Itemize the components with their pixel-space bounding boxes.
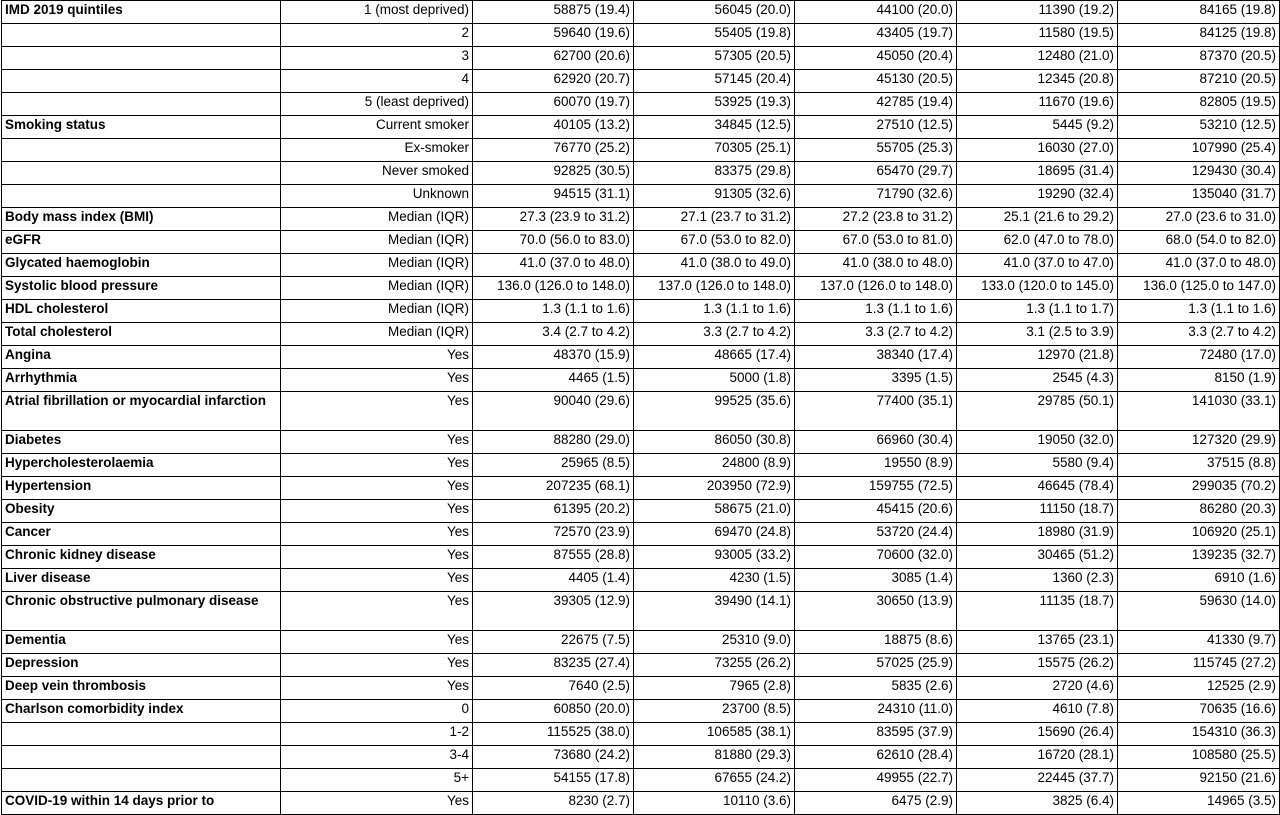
value-cell: 58875 (19.4) — [473, 1, 634, 24]
variable-label: Angina — [2, 346, 281, 369]
category-label: 1 (most deprived) — [281, 1, 473, 24]
value-cell: 60850 (20.0) — [473, 700, 634, 723]
value-cell: 4610 (7.8) — [957, 700, 1118, 723]
category-label: Current smoker — [281, 116, 473, 139]
value-cell: 73680 (24.2) — [473, 746, 634, 769]
variable-label: Hypercholesterolaemia — [2, 454, 281, 477]
category-label: 4 — [281, 70, 473, 93]
value-cell: 5835 (2.6) — [795, 677, 957, 700]
value-cell: 45130 (20.5) — [795, 70, 957, 93]
table-row — [2, 1, 1280, 24]
table-row — [2, 431, 1280, 454]
value-cell: 19550 (8.9) — [795, 454, 957, 477]
value-cell: 1.3 (1.1 to 1.7) — [957, 300, 1118, 323]
table-row — [2, 769, 1280, 792]
value-cell: 3.3 (2.7 to 4.2) — [634, 323, 795, 346]
category-label: Yes — [281, 592, 473, 631]
value-cell: 56045 (20.0) — [634, 1, 795, 24]
variable-label — [2, 769, 281, 792]
value-cell: 92825 (30.5) — [473, 162, 634, 185]
value-cell: 133.0 (120.0 to 145.0) — [957, 277, 1118, 300]
value-cell: 2545 (4.3) — [957, 369, 1118, 392]
category-label: 2 — [281, 24, 473, 47]
variable-label: Body mass index (BMI) — [2, 208, 281, 231]
value-cell: 15575 (26.2) — [957, 654, 1118, 677]
value-cell: 127320 (29.9) — [1118, 431, 1280, 454]
variable-label: Hypertension — [2, 477, 281, 500]
value-cell: 83595 (37.9) — [795, 723, 957, 746]
value-cell: 11580 (19.5) — [957, 24, 1118, 47]
value-cell: 1.3 (1.1 to 1.6) — [795, 300, 957, 323]
value-cell: 59640 (19.6) — [473, 24, 634, 47]
value-cell: 53210 (12.5) — [1118, 116, 1280, 139]
category-label: Yes — [281, 654, 473, 677]
value-cell: 7965 (2.8) — [634, 677, 795, 700]
category-label: Median (IQR) — [281, 277, 473, 300]
value-cell: 69470 (24.8) — [634, 523, 795, 546]
value-cell: 7640 (2.5) — [473, 677, 634, 700]
table-row — [2, 569, 1280, 592]
value-cell: 27.1 (23.7 to 31.2) — [634, 208, 795, 231]
value-cell: 24800 (8.9) — [634, 454, 795, 477]
category-label: Yes — [281, 792, 473, 815]
value-cell: 41.0 (38.0 to 49.0) — [634, 254, 795, 277]
table-row — [2, 700, 1280, 723]
value-cell: 53925 (19.3) — [634, 93, 795, 116]
value-cell: 18695 (31.4) — [957, 162, 1118, 185]
value-cell: 12345 (20.8) — [957, 70, 1118, 93]
variable-label: Obesity — [2, 500, 281, 523]
value-cell: 141030 (33.1) — [1118, 392, 1280, 431]
value-cell: 16720 (28.1) — [957, 746, 1118, 769]
value-cell: 67.0 (53.0 to 82.0) — [634, 231, 795, 254]
table-row — [2, 523, 1280, 546]
table-row — [2, 723, 1280, 746]
value-cell: 1.3 (1.1 to 1.6) — [473, 300, 634, 323]
value-cell: 70635 (16.6) — [1118, 700, 1280, 723]
value-cell: 41.0 (38.0 to 48.0) — [795, 254, 957, 277]
value-cell: 25.1 (21.6 to 29.2) — [957, 208, 1118, 231]
value-cell: 66960 (30.4) — [795, 431, 957, 454]
value-cell: 3.4 (2.7 to 4.2) — [473, 323, 634, 346]
table-row — [2, 300, 1280, 323]
value-cell: 57305 (20.5) — [634, 47, 795, 70]
value-cell: 90040 (29.6) — [473, 392, 634, 431]
value-cell: 83375 (29.8) — [634, 162, 795, 185]
value-cell: 14965 (3.5) — [1118, 792, 1280, 815]
value-cell: 39490 (14.1) — [634, 592, 795, 631]
category-label: Median (IQR) — [281, 323, 473, 346]
category-label: Yes — [281, 631, 473, 654]
value-cell: 12970 (21.8) — [957, 346, 1118, 369]
value-cell: 59630 (14.0) — [1118, 592, 1280, 631]
value-cell: 62700 (20.6) — [473, 47, 634, 70]
value-cell: 62610 (28.4) — [795, 746, 957, 769]
value-cell: 3.3 (2.7 to 4.2) — [1118, 323, 1280, 346]
value-cell: 3825 (6.4) — [957, 792, 1118, 815]
value-cell: 3085 (1.4) — [795, 569, 957, 592]
value-cell: 61395 (20.2) — [473, 500, 634, 523]
category-label: 3-4 — [281, 746, 473, 769]
variable-label: Dementia — [2, 631, 281, 654]
value-cell: 4405 (1.4) — [473, 569, 634, 592]
table-row — [2, 369, 1280, 392]
table-row — [2, 500, 1280, 523]
baseline-characteristics-table — [1, 0, 1280, 815]
category-label: Median (IQR) — [281, 231, 473, 254]
value-cell: 159755 (72.5) — [795, 477, 957, 500]
table-row — [2, 277, 1280, 300]
value-cell: 55405 (19.8) — [634, 24, 795, 47]
table-row — [2, 162, 1280, 185]
variable-label: HDL cholesterol — [2, 300, 281, 323]
value-cell: 68.0 (54.0 to 82.0) — [1118, 231, 1280, 254]
value-cell: 93005 (33.2) — [634, 546, 795, 569]
value-cell: 115745 (27.2) — [1118, 654, 1280, 677]
category-label: Yes — [281, 392, 473, 431]
value-cell: 299035 (70.2) — [1118, 477, 1280, 500]
value-cell: 3395 (1.5) — [795, 369, 957, 392]
value-cell: 72570 (23.9) — [473, 523, 634, 546]
value-cell: 154310 (36.3) — [1118, 723, 1280, 746]
value-cell: 135040 (31.7) — [1118, 185, 1280, 208]
value-cell: 86280 (20.3) — [1118, 500, 1280, 523]
variable-label: Cancer — [2, 523, 281, 546]
value-cell: 76770 (25.2) — [473, 139, 634, 162]
category-label: Ex-smoker — [281, 139, 473, 162]
category-label: 5 (least deprived) — [281, 93, 473, 116]
category-label: Yes — [281, 569, 473, 592]
table-row — [2, 392, 1280, 431]
value-cell: 4230 (1.5) — [634, 569, 795, 592]
table-body — [2, 1, 1280, 815]
category-label: Yes — [281, 546, 473, 569]
value-cell: 18875 (8.6) — [795, 631, 957, 654]
value-cell: 48370 (15.9) — [473, 346, 634, 369]
value-cell: 73255 (26.2) — [634, 654, 795, 677]
value-cell: 42785 (19.4) — [795, 93, 957, 116]
table-row — [2, 231, 1280, 254]
table-row — [2, 631, 1280, 654]
variable-label — [2, 93, 281, 116]
value-cell: 92150 (21.6) — [1118, 769, 1280, 792]
value-cell: 45415 (20.6) — [795, 500, 957, 523]
value-cell: 24310 (11.0) — [795, 700, 957, 723]
category-label: Yes — [281, 454, 473, 477]
table-row — [2, 477, 1280, 500]
category-label: Yes — [281, 523, 473, 546]
value-cell: 29785 (50.1) — [957, 392, 1118, 431]
value-cell: 203950 (72.9) — [634, 477, 795, 500]
category-label: Yes — [281, 477, 473, 500]
value-cell: 5445 (9.2) — [957, 116, 1118, 139]
value-cell: 30650 (13.9) — [795, 592, 957, 631]
value-cell: 12525 (2.9) — [1118, 677, 1280, 700]
value-cell: 3.3 (2.7 to 4.2) — [795, 323, 957, 346]
value-cell: 16030 (27.0) — [957, 139, 1118, 162]
value-cell: 27.2 (23.8 to 31.2) — [795, 208, 957, 231]
value-cell: 136.0 (126.0 to 148.0) — [473, 277, 634, 300]
value-cell: 55705 (25.3) — [795, 139, 957, 162]
value-cell: 60070 (19.7) — [473, 93, 634, 116]
table-row — [2, 346, 1280, 369]
variable-label: Liver disease — [2, 569, 281, 592]
variable-label — [2, 47, 281, 70]
variable-label: eGFR — [2, 231, 281, 254]
value-cell: 70305 (25.1) — [634, 139, 795, 162]
table-row — [2, 654, 1280, 677]
variable-label — [2, 723, 281, 746]
value-cell: 19050 (32.0) — [957, 431, 1118, 454]
table-row — [2, 254, 1280, 277]
value-cell: 8150 (1.9) — [1118, 369, 1280, 392]
value-cell: 41.0 (37.0 to 47.0) — [957, 254, 1118, 277]
category-label: Median (IQR) — [281, 300, 473, 323]
value-cell: 30465 (51.2) — [957, 546, 1118, 569]
value-cell: 137.0 (126.0 to 148.0) — [795, 277, 957, 300]
value-cell: 38340 (17.4) — [795, 346, 957, 369]
category-label: Yes — [281, 500, 473, 523]
variable-label: Chronic obstructive pulmonary disease — [2, 592, 281, 631]
value-cell: 67655 (24.2) — [634, 769, 795, 792]
value-cell: 25965 (8.5) — [473, 454, 634, 477]
value-cell: 6475 (2.9) — [795, 792, 957, 815]
value-cell: 12480 (21.0) — [957, 47, 1118, 70]
value-cell: 19290 (32.4) — [957, 185, 1118, 208]
category-label: 5+ — [281, 769, 473, 792]
table-row — [2, 592, 1280, 631]
value-cell: 34845 (12.5) — [634, 116, 795, 139]
value-cell: 27510 (12.5) — [795, 116, 957, 139]
table-row — [2, 208, 1280, 231]
category-label: Median (IQR) — [281, 254, 473, 277]
value-cell: 27.0 (23.6 to 31.0) — [1118, 208, 1280, 231]
value-cell: 87210 (20.5) — [1118, 70, 1280, 93]
variable-label — [2, 139, 281, 162]
value-cell: 18980 (31.9) — [957, 523, 1118, 546]
variable-label: Arrhythmia — [2, 369, 281, 392]
value-cell: 5000 (1.8) — [634, 369, 795, 392]
variable-label: Chronic kidney disease — [2, 546, 281, 569]
table-row — [2, 70, 1280, 93]
value-cell: 70600 (32.0) — [795, 546, 957, 569]
variable-label — [2, 24, 281, 47]
variable-label: Diabetes — [2, 431, 281, 454]
value-cell: 43405 (19.7) — [795, 24, 957, 47]
value-cell: 23700 (8.5) — [634, 700, 795, 723]
value-cell: 8230 (2.7) — [473, 792, 634, 815]
value-cell: 115525 (38.0) — [473, 723, 634, 746]
value-cell: 88280 (29.0) — [473, 431, 634, 454]
variable-label — [2, 70, 281, 93]
value-cell: 27.3 (23.9 to 31.2) — [473, 208, 634, 231]
value-cell: 82805 (19.5) — [1118, 93, 1280, 116]
value-cell: 84165 (19.8) — [1118, 1, 1280, 24]
variable-label: Depression — [2, 654, 281, 677]
variable-label: Charlson comorbidity index — [2, 700, 281, 723]
value-cell: 41.0 (37.0 to 48.0) — [473, 254, 634, 277]
value-cell: 2720 (4.6) — [957, 677, 1118, 700]
value-cell: 65470 (29.7) — [795, 162, 957, 185]
table-row — [2, 116, 1280, 139]
value-cell: 1.3 (1.1 to 1.6) — [634, 300, 795, 323]
value-cell: 67.0 (53.0 to 81.0) — [795, 231, 957, 254]
value-cell: 48665 (17.4) — [634, 346, 795, 369]
value-cell: 3.1 (2.5 to 3.9) — [957, 323, 1118, 346]
value-cell: 72480 (17.0) — [1118, 346, 1280, 369]
table-row — [2, 546, 1280, 569]
table-row — [2, 93, 1280, 116]
value-cell: 71790 (32.6) — [795, 185, 957, 208]
value-cell: 81880 (29.3) — [634, 746, 795, 769]
value-cell: 49955 (22.7) — [795, 769, 957, 792]
value-cell: 86050 (30.8) — [634, 431, 795, 454]
variable-label — [2, 746, 281, 769]
value-cell: 53720 (24.4) — [795, 523, 957, 546]
value-cell: 11150 (18.7) — [957, 500, 1118, 523]
value-cell: 139235 (32.7) — [1118, 546, 1280, 569]
category-label: Never smoked — [281, 162, 473, 185]
value-cell: 44100 (20.0) — [795, 1, 957, 24]
category-label: 0 — [281, 700, 473, 723]
value-cell: 45050 (20.4) — [795, 47, 957, 70]
value-cell: 54155 (17.8) — [473, 769, 634, 792]
category-label: Yes — [281, 431, 473, 454]
variable-label: IMD 2019 quintiles — [2, 1, 281, 24]
variable-label — [2, 185, 281, 208]
value-cell: 99525 (35.6) — [634, 392, 795, 431]
value-cell: 1.3 (1.1 to 1.6) — [1118, 300, 1280, 323]
category-label: Yes — [281, 346, 473, 369]
value-cell: 1360 (2.3) — [957, 569, 1118, 592]
category-label: 1-2 — [281, 723, 473, 746]
value-cell: 83235 (27.4) — [473, 654, 634, 677]
category-label: Yes — [281, 369, 473, 392]
table-row — [2, 746, 1280, 769]
value-cell: 136.0 (125.0 to 147.0) — [1118, 277, 1280, 300]
value-cell: 11135 (18.7) — [957, 592, 1118, 631]
variable-label: Systolic blood pressure — [2, 277, 281, 300]
value-cell: 10110 (3.6) — [634, 792, 795, 815]
variable-label: Atrial fibrillation or myocardial infarction — [2, 392, 281, 431]
value-cell: 22675 (7.5) — [473, 631, 634, 654]
value-cell: 6910 (1.6) — [1118, 569, 1280, 592]
variable-label: COVID-19 within 14 days prior to — [2, 792, 281, 815]
value-cell: 13765 (23.1) — [957, 631, 1118, 654]
value-cell: 37515 (8.8) — [1118, 454, 1280, 477]
value-cell: 94515 (31.1) — [473, 185, 634, 208]
value-cell: 107990 (25.4) — [1118, 139, 1280, 162]
value-cell: 62.0 (47.0 to 78.0) — [957, 231, 1118, 254]
value-cell: 57025 (25.9) — [795, 654, 957, 677]
value-cell: 106585 (38.1) — [634, 723, 795, 746]
table-row — [2, 24, 1280, 47]
value-cell: 15690 (26.4) — [957, 723, 1118, 746]
value-cell: 87370 (20.5) — [1118, 47, 1280, 70]
value-cell: 87555 (28.8) — [473, 546, 634, 569]
table-row — [2, 139, 1280, 162]
value-cell: 106920 (25.1) — [1118, 523, 1280, 546]
value-cell: 41.0 (37.0 to 48.0) — [1118, 254, 1280, 277]
value-cell: 137.0 (126.0 to 148.0) — [634, 277, 795, 300]
value-cell: 11670 (19.6) — [957, 93, 1118, 116]
value-cell: 70.0 (56.0 to 83.0) — [473, 231, 634, 254]
value-cell: 41330 (9.7) — [1118, 631, 1280, 654]
category-label: Median (IQR) — [281, 208, 473, 231]
value-cell: 46645 (78.4) — [957, 477, 1118, 500]
value-cell: 11390 (19.2) — [957, 1, 1118, 24]
value-cell: 207235 (68.1) — [473, 477, 634, 500]
variable-label — [2, 162, 281, 185]
value-cell: 108580 (25.5) — [1118, 746, 1280, 769]
value-cell: 22445 (37.7) — [957, 769, 1118, 792]
variable-label: Glycated haemoglobin — [2, 254, 281, 277]
category-label: Yes — [281, 677, 473, 700]
value-cell: 57145 (20.4) — [634, 70, 795, 93]
value-cell: 91305 (32.6) — [634, 185, 795, 208]
table-row — [2, 454, 1280, 477]
value-cell: 77400 (35.1) — [795, 392, 957, 431]
table-row — [2, 677, 1280, 700]
category-label: Unknown — [281, 185, 473, 208]
variable-label: Deep vein thrombosis — [2, 677, 281, 700]
value-cell: 5580 (9.4) — [957, 454, 1118, 477]
value-cell: 84125 (19.8) — [1118, 24, 1280, 47]
table-row — [2, 792, 1280, 815]
value-cell: 4465 (1.5) — [473, 369, 634, 392]
value-cell: 58675 (21.0) — [634, 500, 795, 523]
table-row — [2, 185, 1280, 208]
variable-label: Smoking status — [2, 116, 281, 139]
category-label: 3 — [281, 47, 473, 70]
value-cell: 25310 (9.0) — [634, 631, 795, 654]
value-cell: 39305 (12.9) — [473, 592, 634, 631]
table-row — [2, 323, 1280, 346]
variable-label: Total cholesterol — [2, 323, 281, 346]
value-cell: 129430 (30.4) — [1118, 162, 1280, 185]
value-cell: 40105 (13.2) — [473, 116, 634, 139]
value-cell: 62920 (20.7) — [473, 70, 634, 93]
table-row — [2, 47, 1280, 70]
